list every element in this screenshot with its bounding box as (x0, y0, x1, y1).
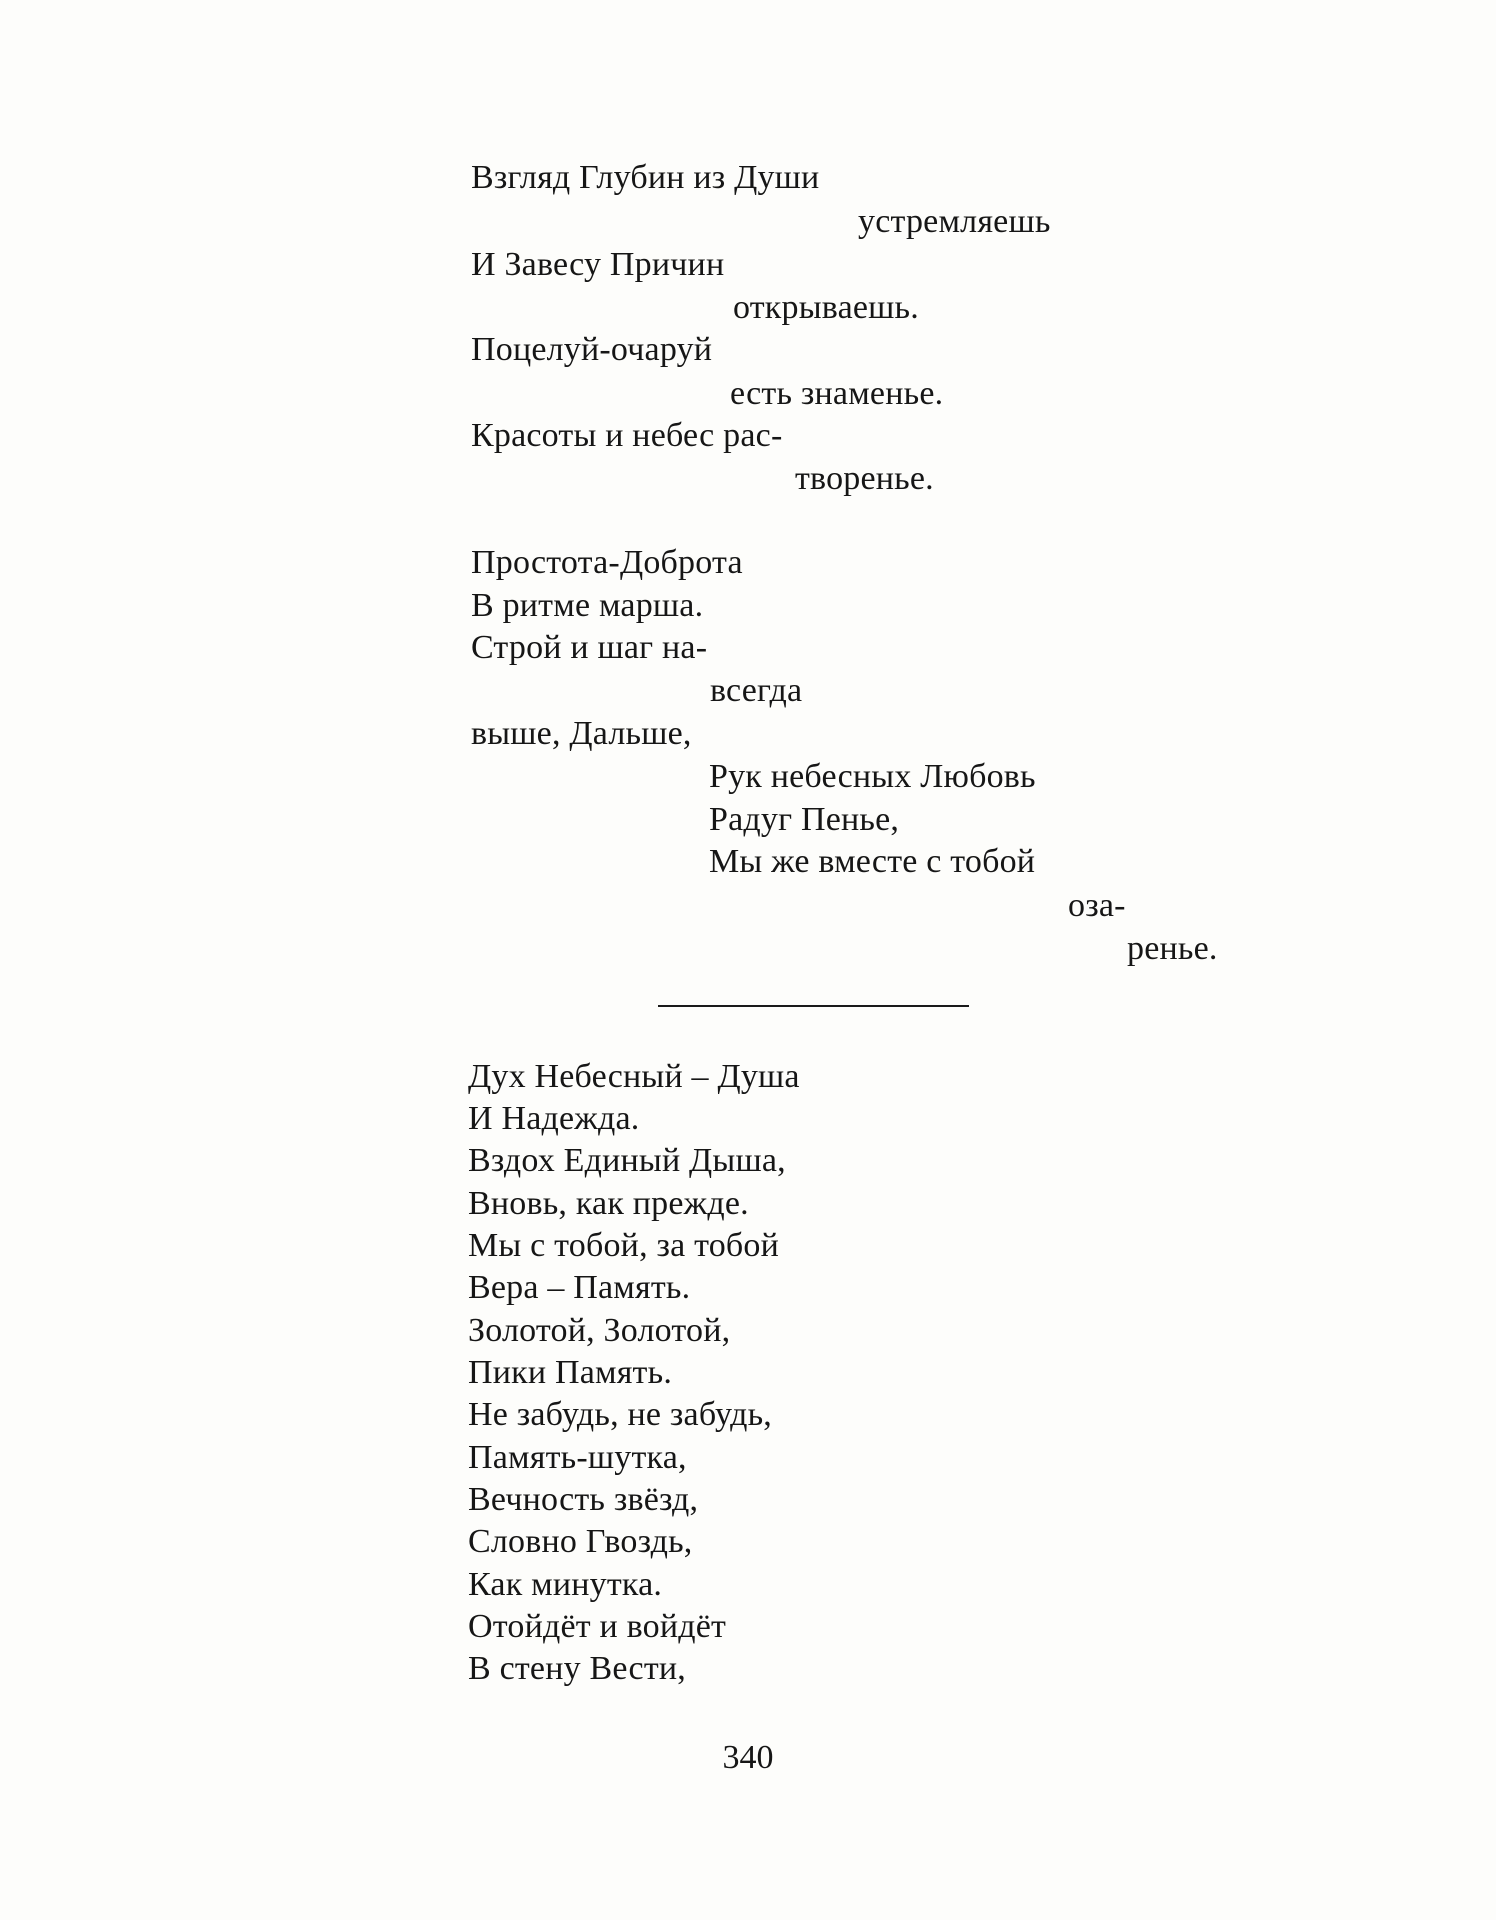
verse-line: Золотой, Золотой, (468, 1312, 731, 1349)
verse-line: есть знаменье. (730, 375, 944, 412)
verse-line: Вечность звёзд, (468, 1481, 699, 1518)
verse-line: ренье. (1127, 930, 1218, 967)
verse-line: Рук небесных Любовь (709, 758, 1036, 795)
verse-line: Не забудь, не забудь, (468, 1396, 773, 1433)
verse-line: И Надежда. (468, 1100, 640, 1137)
verse-line: Мы с тобой, за тобой (468, 1227, 779, 1264)
verse-line: Отойдёт и войдёт (468, 1608, 727, 1645)
verse-line: всегда (710, 672, 803, 709)
verse-line: оза- (1068, 887, 1126, 924)
verse-line: Вздох Единый Дыша, (468, 1142, 786, 1179)
verse-line: И Завесу Причин (471, 246, 725, 283)
verse-line: Взгляд Глубин из Души (471, 159, 820, 196)
verse-line: Мы же вместе с тобой (709, 843, 1036, 880)
verse-line: Радуг Пенье, (709, 801, 900, 838)
verse-line: творенье. (795, 460, 934, 497)
verse-line: выше, Дальше, (471, 715, 692, 752)
verse-line: Поцелуй-очаруй (471, 331, 713, 368)
verse-line: Строй и шаг на- (471, 629, 708, 666)
verse-line: Вновь, как прежде. (468, 1185, 749, 1222)
verse-line: Простота-Доброта (471, 544, 743, 581)
verse-line: открываешь. (733, 289, 919, 326)
page-number: 340 (722, 1739, 774, 1776)
verse-line: Словно Гвоздь, (468, 1523, 693, 1560)
verse-line: Дух Небесный – Душа (468, 1058, 800, 1095)
verse-line: В стену Вести, (468, 1650, 686, 1687)
verse-line: В ритме марша. (471, 587, 704, 624)
verse-line: Пики Память. (468, 1354, 673, 1391)
section-divider (658, 1005, 969, 1007)
verse-line: Память-шутка, (468, 1439, 687, 1476)
verse-line: Красоты и небес рас- (471, 417, 783, 454)
verse-line: Вера – Память. (468, 1269, 691, 1306)
verse-line: Как минутка. (468, 1566, 663, 1603)
verse-line: устремляешь (858, 203, 1051, 240)
